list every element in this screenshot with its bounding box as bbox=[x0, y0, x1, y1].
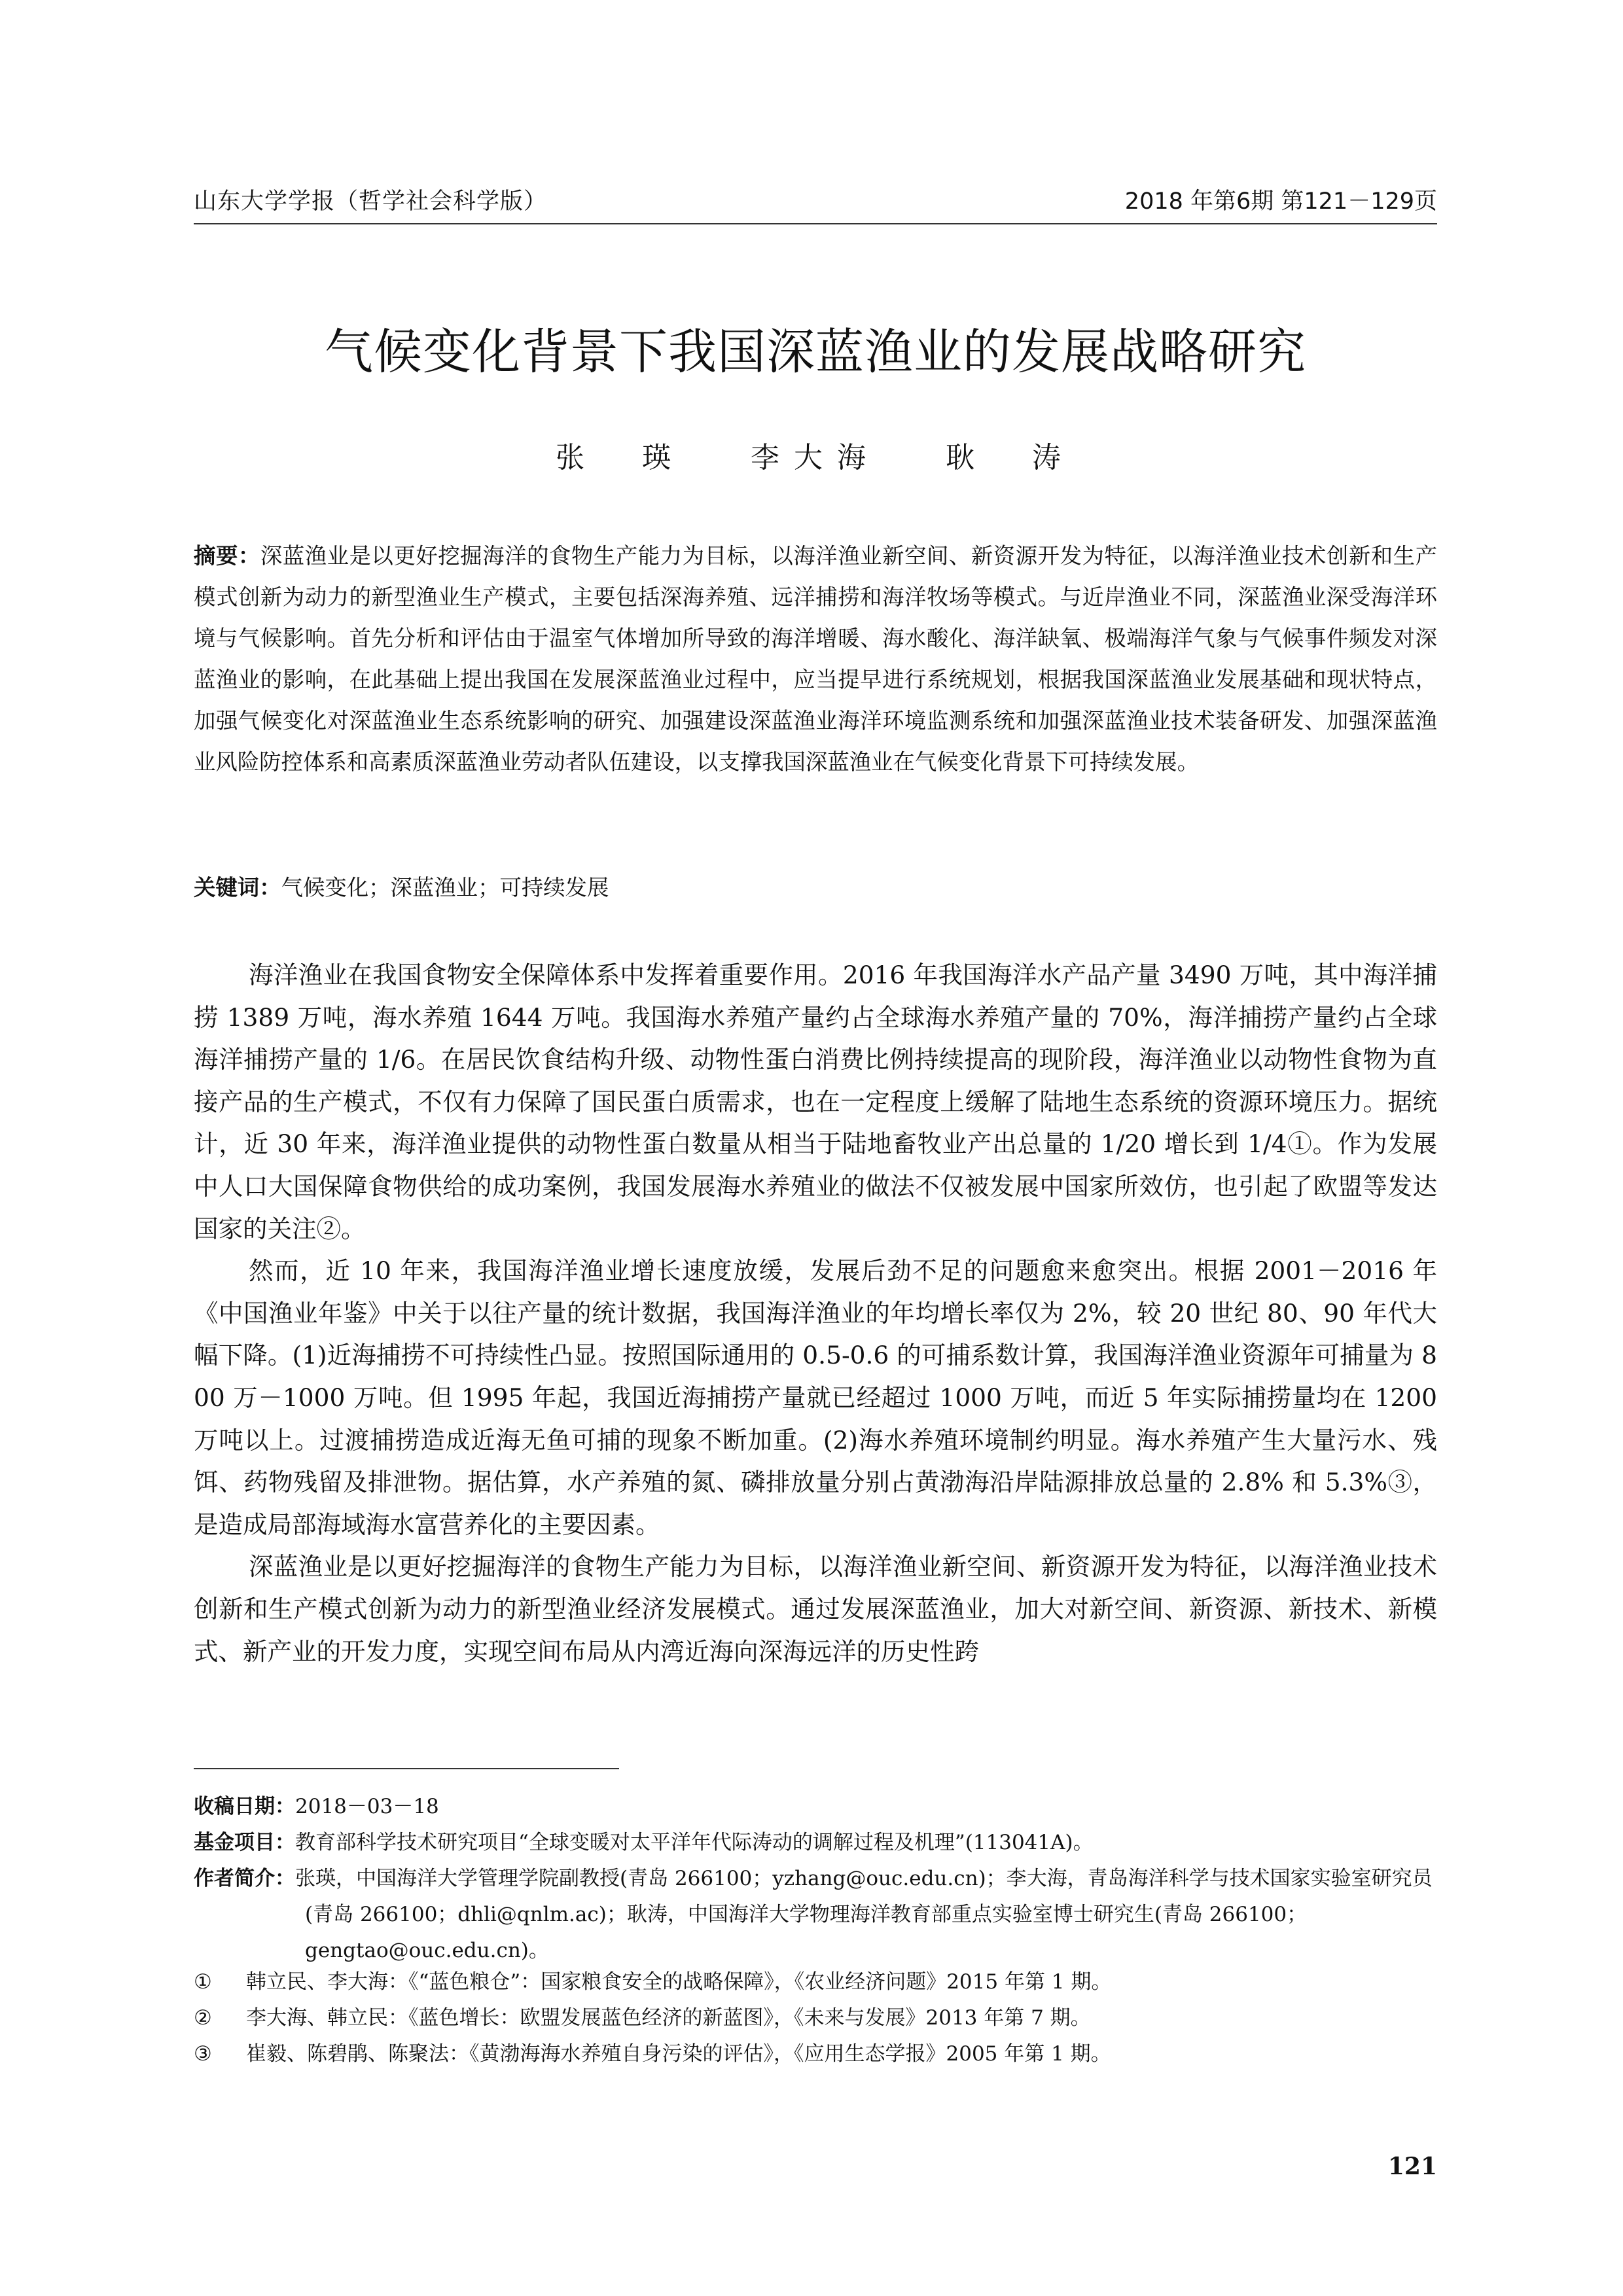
footnote-text: 韩立民、李大海：《“蓝色粮仓”：国家粮食安全的战略保障》，《农业经济问题》2015 年第 1 期。 bbox=[246, 1970, 1112, 1994]
author-list bbox=[194, 437, 1437, 479]
author-bio bbox=[194, 1861, 1437, 1969]
keywords-label: 关键词： bbox=[194, 875, 281, 900]
footnote-mark: ① bbox=[194, 1970, 212, 1994]
footnote-text: 李大海、韩立民：《蓝色增长：欧盟发展蓝色经济的新蓝图》，《未来与发展》2013 年第 7 期。 bbox=[246, 2006, 1091, 2030]
footnote-divider bbox=[194, 1768, 619, 1769]
abstract bbox=[194, 535, 1437, 783]
footnote-mark: ② bbox=[194, 2006, 212, 2030]
journal-name: 山东大学学报（哲学社会科学版） bbox=[194, 188, 548, 215]
abstract-text: 深蓝渔业是以更好挖掘海洋的食物生产能力为目标，以海洋渔业新空间、新资源开发为特征，以海洋渔业技术创新和生产模式创新为动力的新型渔业生产模式，主要包括深海养殖、远洋捕捞和海洋牧场等模式。与近岸渔业不同，深蓝渔业深受海洋环境与气候影响。首先分析和评估由于温室气体增加所导致的海洋增暖、海水酸化、海洋缺氧、极端海洋气象与气候事件频发对深蓝渔业的影响，在此基础上提出我国在发展深蓝渔业过程中，应当提早进行系统规划，根据我国深蓝渔业发展基础和现状特点，加强气候变化对深蓝渔业生态系统影响的研究、加强建设深蓝渔业海洋环境监测系统和加强深蓝渔业技术装备研发、加强深蓝渔业风险防控体系和高素质深蓝渔业劳动者队伍建设，以支撑我国深蓝渔业在气候变化背景下可持续发展。 bbox=[194, 543, 1438, 775]
footnote-text: 崔毅、陈碧鹃、陈聚法：《黄渤海海水养殖自身污染的评估》，《应用生态学报》2005 年第 1 期。 bbox=[246, 2042, 1111, 2066]
footnote-mark: ③ bbox=[194, 2042, 212, 2066]
received-label: 收稿日期： bbox=[194, 1795, 295, 1818]
author-bio-label: 作者简介： bbox=[194, 1867, 295, 1890]
abstract-label: 摘要： bbox=[194, 543, 260, 569]
received-value: 2018－03－18 bbox=[295, 1795, 439, 1818]
issue-info: 2018 年第6期 第121－129页 bbox=[1124, 188, 1437, 215]
article-title: 气候变化背景下我国深蓝渔业的发展战略研究 bbox=[325, 324, 1306, 380]
body-paragraph: 海洋渔业在我国食物安全保障体系中发挥着重要作用。2016 年我国海洋水产品产量 3490 万吨，其中海洋捕捞 1389 万吨，海水养殖 1644 万吨。我国海水养殖产量约占全球海水养殖产量的 70%，海洋捕捞产量约占全球海洋捕捞产量的 1/6。在居民饮食结构升级、动物性蛋白消费比例持续提高的现阶段，海洋渔业以动物性食物为直接产品的生产模式，不仅有力保障了国民蛋白质需求，也在一定程度上缓解了陆地生态系统的资源环境压力。据统计，近 30 年来，海洋渔业提供的动物性蛋白数量从相当于陆地畜牧业产出总量的 1/20 增长到 1/4①。作为发展中人口大国保障食物供给的成功案例，我国发展海水养殖业的做法不仅被发展中国家所效仿，也引起了欧盟等发达国家的关注②。 bbox=[194, 961, 1437, 1243]
fund-project bbox=[194, 1825, 1437, 1861]
body-text bbox=[194, 954, 1437, 1672]
footnote bbox=[194, 1964, 1437, 2000]
author-name: 张 瑛 bbox=[556, 441, 685, 474]
footnote bbox=[194, 2000, 1437, 2036]
keywords-text: 气候变化；深蓝渔业；可持续发展 bbox=[281, 875, 609, 900]
author-name: 耿 涛 bbox=[946, 441, 1075, 474]
body-paragraph: 深蓝渔业是以更好挖掘海洋的食物生产能力为目标，以海洋渔业新空间、新资源开发为特征，以海洋渔业技术创新和生产模式创新为动力的新型渔业经济发展模式。通过发展深蓝渔业，加大对新空间、新资源、新技术、新模式、新产业的开发力度，实现空间布局从内湾近海向深海远洋的历史性跨 bbox=[194, 1552, 1437, 1666]
fund-value: 教育部科学技术研究项目“全球变暖对太平洋年代际涛动的调解过程及机理”(113041A)。 bbox=[295, 1831, 1094, 1854]
received-date bbox=[194, 1789, 1437, 1825]
header-divider bbox=[194, 223, 1437, 224]
fund-label: 基金项目： bbox=[194, 1831, 295, 1854]
article-notes bbox=[194, 1789, 1437, 1969]
footnote bbox=[194, 2036, 1437, 2072]
author-name: 李大海 bbox=[751, 441, 880, 474]
author-bio-value: 张瑛，中国海洋大学管理学院副教授(青岛 266100；yzhang@ouc.edu.cn)；李大海，青岛海洋科学与技术国家实验室研究员(青岛 266100；dhli@qnlm.ac)；耿涛，中国海洋大学物理海洋教育部重点实验室博士研究生(青岛 266100；gengtao@ouc.edu.cn)。 bbox=[295, 1867, 1433, 1962]
page-number: 121 bbox=[1387, 2153, 1437, 2180]
body-paragraph: 然而，近 10 年来，我国海洋渔业增长速度放缓，发展后劲不足的问题愈来愈突出。根据 2001－2016 年《中国渔业年鉴》中关于以往产量的统计数据，我国海洋渔业的年均增长率仅为 2%，较 20 世纪 80、90 年代大幅下降。(1)近海捕捞不可持续性凸显。按照国际通用的 0.5-0.6 的可捕系数计算，我国海洋渔业资源年可捕量为 800 万－1000 万吨。但 1995 年起，我国近海捕捞产量就已经超过 1000 万吨，而近 5 年实际捕捞量均在 1200 万吨以上。过渡捕捞造成近海无鱼可捕的现象不断加重。(2)海水养殖环境制约明显。海水养殖产生大量污水、残饵、药物残留及排泄物。据估算，水产养殖的氮、磷排放量分别占黄渤海沿岸陆源排放总量的 2.8% 和 5.3%③，是造成局部海域海水富营养化的主要因素。 bbox=[194, 1256, 1437, 1539]
running-head bbox=[194, 185, 1437, 218]
footnotes bbox=[194, 1964, 1437, 2072]
keywords bbox=[194, 868, 1437, 908]
